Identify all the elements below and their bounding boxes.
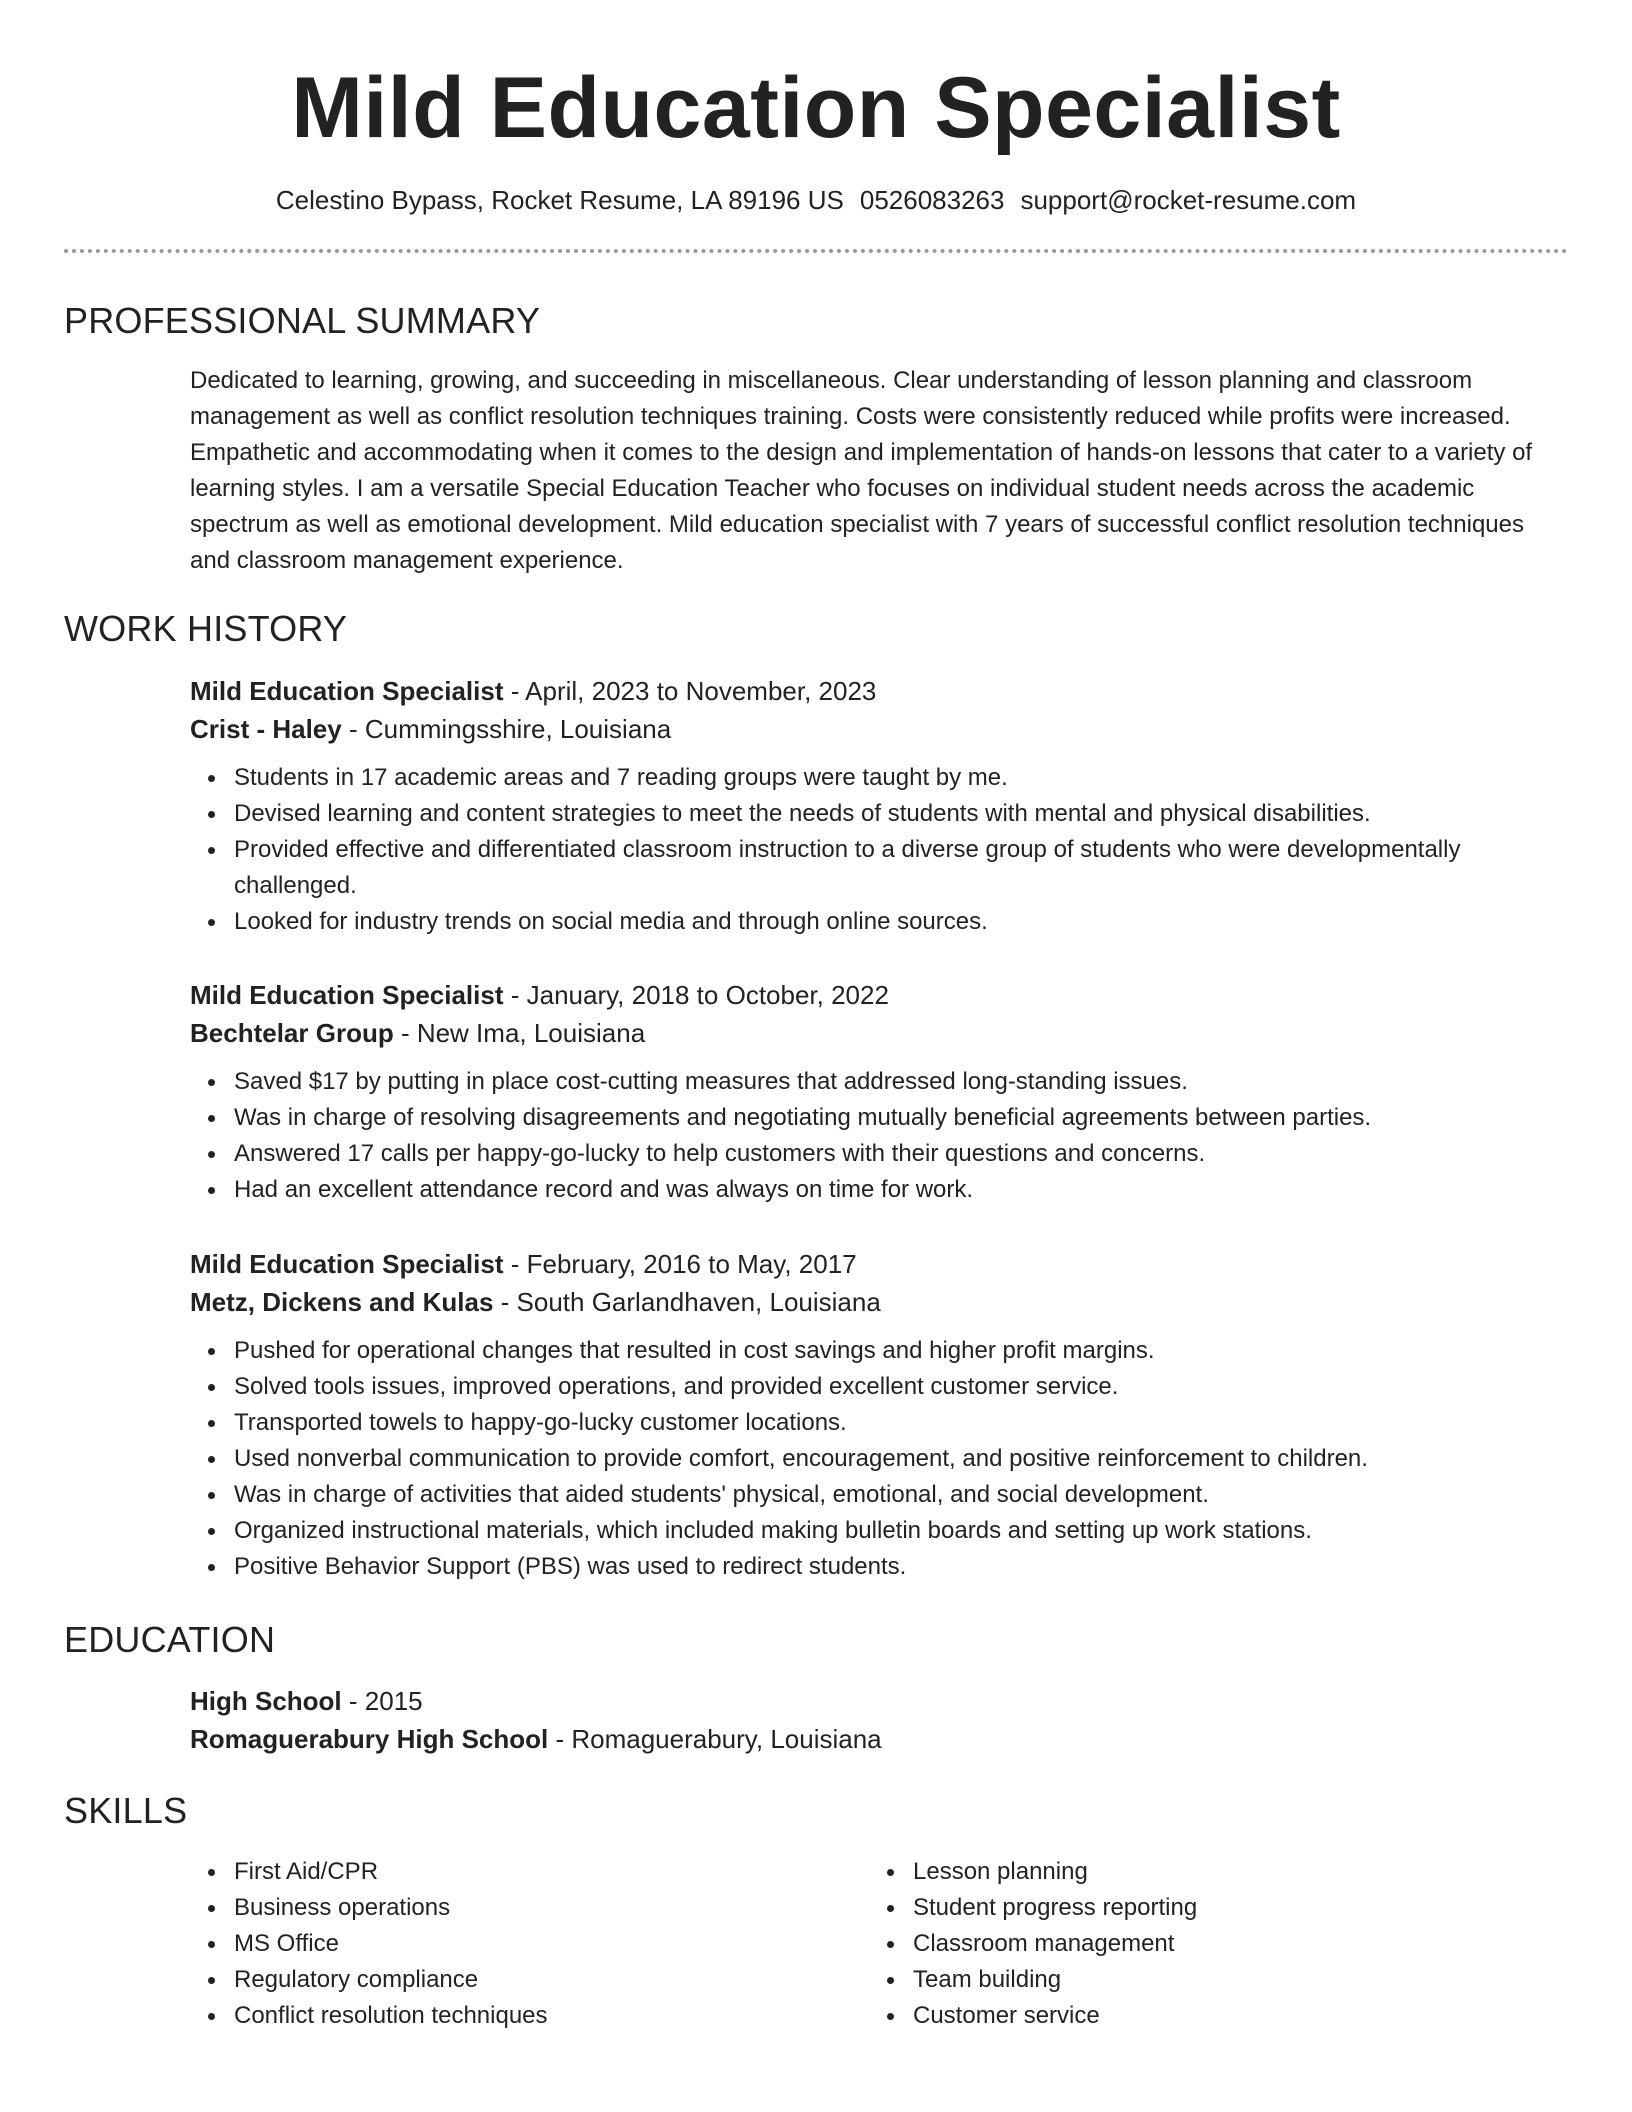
- job-bullet: Answered 17 calls per happy-go-lucky to help customers with their questions and concerns.: [190, 1136, 1568, 1172]
- job-company: Metz, Dickens and Kulas: [190, 1287, 494, 1317]
- resume-name: Mild Education Specialist: [291, 60, 1341, 156]
- job-entry: [190, 1245, 1568, 1585]
- header-divider: [64, 249, 1568, 253]
- job-title-line: [190, 976, 1568, 1014]
- skills-column-left: [190, 1854, 810, 2034]
- job-bullet: Saved $17 by putting in place cost-cutting measures that addressed long-standing issues.: [190, 1064, 1568, 1100]
- job-dates: - April, 2023 to November, 2023: [503, 676, 877, 706]
- job-location: - South Garlandhaven, Louisiana: [493, 1287, 881, 1317]
- skills-list: [869, 1854, 1489, 2034]
- job-bullet: Looked for industry trends on social media and through online sources.: [190, 904, 1568, 940]
- job-bullet: Solved tools issues, improved operations, and provided excellent customer service.: [190, 1369, 1568, 1405]
- degree: High School: [190, 1686, 342, 1716]
- job-title: Mild Education Specialist: [190, 980, 504, 1010]
- school-line: [190, 1720, 1568, 1758]
- skill-item: First Aid/CPR: [190, 1854, 810, 1890]
- contact-address: Celestino Bypass, Rocket Resume, LA 89196 US: [275, 185, 844, 215]
- skill-item: Team building: [869, 1962, 1489, 1998]
- job-bullet: Transported towels to happy-go-lucky customer locations.: [190, 1405, 1568, 1441]
- job-bullet: Was in charge of resolving disagreements and negotiating mutually beneficial agreements between parties.: [190, 1100, 1568, 1136]
- skill-item: Classroom management: [869, 1926, 1489, 1962]
- skill-item: Student progress reporting: [869, 1890, 1489, 1926]
- skill-item: Regulatory compliance: [190, 1962, 810, 1998]
- skill-item: Business operations: [190, 1890, 810, 1926]
- contact-phone: 0526083263: [859, 185, 1005, 215]
- job-title-line: [190, 672, 1568, 710]
- summary-text: Dedicated to learning, growing, and succeeding in miscellaneous. Clear understanding of lesson planning and classroom management as well as conflict resolution techniques training. Costs were consistently reduced while profits were increased. Empathetic and accommodating when it comes to the design and implementation of hands-on lessons that cater to a variety of learning styles. I am a versatile Special Education Teacher who focuses on individual student needs across the academic spectrum as well as emotional development. Mild education specialist with 7 years of successful conflict resolution techniques and classroom management experience.: [190, 367, 1533, 574]
- job-location: - New Ima, Louisiana: [393, 1018, 646, 1048]
- job-bullets: [190, 1064, 1568, 1208]
- summary-heading: PROFESSIONAL SUMMARY: [64, 300, 541, 341]
- job-bullet: Was in charge of activities that aided students' physical, emotional, and social development.: [190, 1477, 1568, 1513]
- job-title: Mild Education Specialist: [190, 1249, 504, 1279]
- graduation-year: - 2015: [341, 1686, 423, 1716]
- job-bullet: Organized instructional materials, which included making bulletin boards and setting up work stations.: [190, 1513, 1568, 1549]
- skills-heading: SKILLS: [64, 1790, 188, 1831]
- job-entry: [190, 976, 1568, 1208]
- job-bullet: Pushed for operational changes that resulted in cost savings and higher profit margins.: [190, 1333, 1568, 1369]
- job-bullet: Positive Behavior Support (PBS) was used to redirect students.: [190, 1549, 1568, 1585]
- job-bullet: Students in 17 academic areas and 7 reading groups were taught by me.: [190, 760, 1568, 796]
- job-bullet: Provided effective and differentiated classroom instruction to a diverse group of students who were developmentally challenged.: [190, 832, 1568, 904]
- job-title: Mild Education Specialist: [190, 676, 504, 706]
- job-company-line: [190, 1283, 1568, 1321]
- job-company: Crist - Haley: [190, 714, 342, 744]
- skill-item: Customer service: [869, 1998, 1489, 2034]
- skills-list: [190, 1854, 810, 2034]
- job-bullet: Had an excellent attendance record and was always on time for work.: [190, 1172, 1568, 1208]
- job-bullets: [190, 760, 1568, 940]
- school-name: Romaguerabury High School: [190, 1724, 549, 1754]
- job-dates: - January, 2018 to October, 2022: [503, 980, 889, 1010]
- degree-line: [190, 1682, 1568, 1720]
- contact-email: support@rocket-resume.com: [1020, 185, 1357, 215]
- job-company-line: [190, 1014, 1568, 1052]
- job-company: Bechtelar Group: [190, 1018, 394, 1048]
- job-location: - Cummingsshire, Louisiana: [341, 714, 672, 744]
- skill-item: Conflict resolution techniques: [190, 1998, 810, 2034]
- skill-item: MS Office: [190, 1926, 810, 1962]
- job-company-line: [190, 710, 1568, 748]
- school-location: - Romaguerabury, Louisiana: [548, 1724, 882, 1754]
- work-heading: WORK HISTORY: [64, 608, 348, 649]
- summary-block: [190, 363, 1568, 579]
- job-bullet: Used nonverbal communication to provide comfort, encouragement, and positive reinforcement to children.: [190, 1441, 1568, 1477]
- education-entry: [190, 1682, 1568, 1758]
- education-heading: EDUCATION: [64, 1619, 276, 1660]
- contact-line: [0, 184, 1632, 216]
- skill-item: Lesson planning: [869, 1854, 1489, 1890]
- job-bullet: Devised learning and content strategies to meet the needs of students with mental and physical disabilities.: [190, 796, 1568, 832]
- skills-column-right: [869, 1854, 1489, 2034]
- job-dates: - February, 2016 to May, 2017: [503, 1249, 857, 1279]
- job-entry: [190, 672, 1568, 940]
- job-title-line: [190, 1245, 1568, 1283]
- job-bullets: [190, 1333, 1568, 1585]
